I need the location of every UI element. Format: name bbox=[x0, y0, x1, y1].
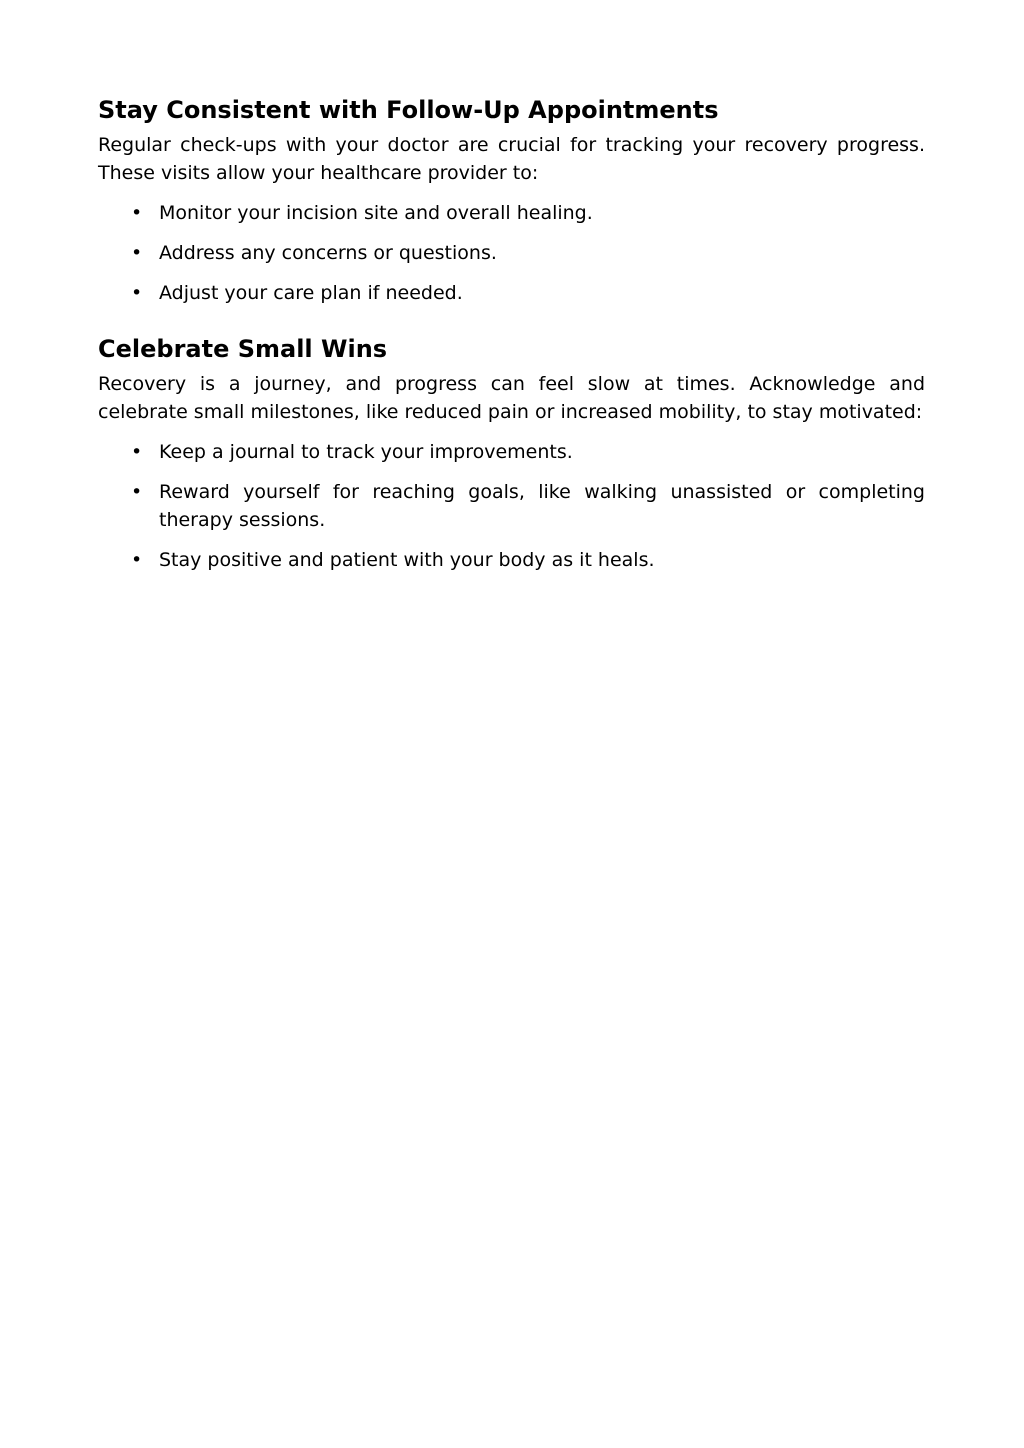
section-follow-up-appointments bbox=[98, 94, 925, 307]
section-celebrate-small-wins bbox=[98, 333, 925, 574]
section-paragraph: Recovery is a journey, and progress can feel slow at times. Acknowledge and celebrate small milestones, like reduced pain or increased mobility, to stay motivated: bbox=[98, 373, 925, 423]
list-item-text: Stay positive and patient with your body as it heals. bbox=[159, 549, 655, 571]
document-page bbox=[98, 94, 925, 574]
list-item bbox=[98, 199, 925, 227]
list-item bbox=[98, 546, 925, 574]
bullet-list bbox=[98, 199, 925, 307]
bullet-icon: • bbox=[131, 202, 143, 224]
list-item-text: Monitor your incision site and overall healing. bbox=[159, 202, 593, 224]
bullet-list bbox=[98, 438, 925, 574]
list-item bbox=[98, 239, 925, 267]
list-item bbox=[98, 438, 925, 466]
bullet-icon: • bbox=[131, 549, 143, 571]
list-item-text: Adjust your care plan if needed. bbox=[159, 282, 463, 304]
bullet-icon: • bbox=[131, 441, 143, 463]
list-item-text: Address any concerns or questions. bbox=[159, 242, 497, 264]
list-item bbox=[98, 279, 925, 307]
bullet-icon: • bbox=[131, 242, 143, 264]
bullet-icon: • bbox=[131, 282, 143, 304]
section-heading: Stay Consistent with Follow-Up Appointments bbox=[98, 96, 719, 124]
bullet-icon: • bbox=[131, 481, 143, 503]
section-paragraph: Regular check-ups with your doctor are crucial for tracking your recovery progress. These visits allow your healthcare provider to: bbox=[98, 134, 925, 184]
list-item bbox=[98, 478, 925, 534]
list-item-text: Keep a journal to track your improvements. bbox=[159, 441, 573, 463]
list-item-text: Reward yourself for reaching goals, like walking unassisted or completing therapy sessions. bbox=[159, 481, 925, 531]
section-heading: Celebrate Small Wins bbox=[98, 335, 388, 363]
